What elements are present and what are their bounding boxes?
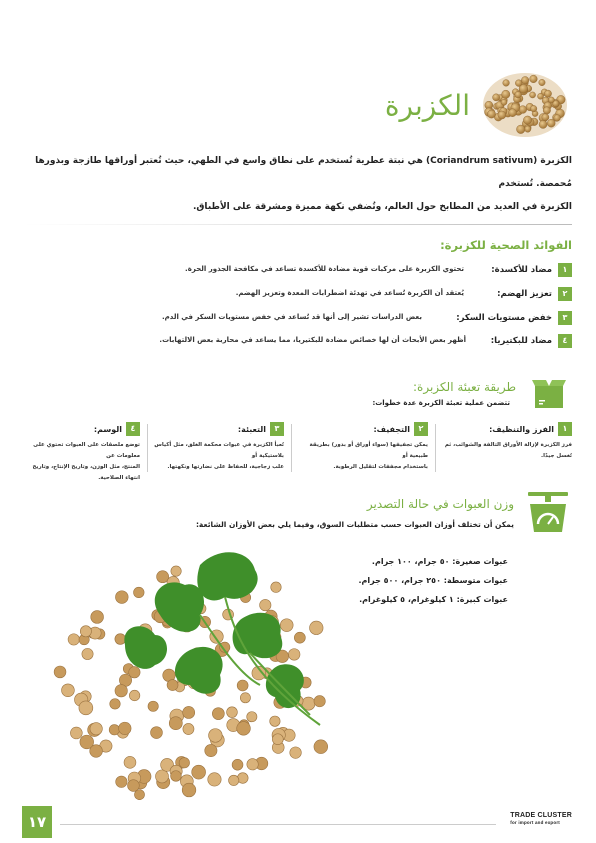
- packing-step: [442, 422, 572, 480]
- step-text: علب زجاجية، للحفاظ على نضارتها ونكهتها.: [167, 464, 284, 470]
- step-label: الوسم:: [93, 424, 122, 434]
- page-number: ١٧: [22, 806, 52, 838]
- benefit-text: أظهر بعض الأبحاث أن لها خصائص مضادة للبكتيريا، مما يساعد في محاربة بعض الالتهابات.: [159, 336, 466, 344]
- step-separator: [147, 424, 148, 472]
- step-number: ٢: [414, 422, 428, 436]
- intro-line-2: الكزبرة في العديد من المطابخ حول العالم، وتُضفي نكهة مميزة ومشرقة على الأطباق.: [192, 202, 572, 212]
- packing-heading: طريقة تعبئة الكزبرة:: [413, 380, 516, 394]
- brand-tagline: for import and export: [510, 820, 560, 825]
- step-number: ١: [558, 422, 572, 436]
- benefit-item: [24, 334, 572, 350]
- page-title: الكزبرة: [384, 89, 470, 122]
- coriander-seeds-image: [480, 60, 570, 140]
- benefit-item: [24, 263, 572, 279]
- weight-line: عبوات صغيرة: ٥٠ جرام، ١٠٠ جرام.: [371, 557, 508, 566]
- weight-line: عبوات كبيرة: ١ كيلوغرام، ٥ كيلوغرام.: [359, 595, 508, 604]
- benefits-heading: الفوائد الصحية للكزبرة:: [440, 238, 572, 252]
- benefit-item: [24, 311, 572, 327]
- benefit-text: بعض الدراسات تشير إلى أنها قد تُساعد في خفض مستويات السكر في الدم.: [162, 313, 422, 321]
- packing-step: [22, 422, 140, 480]
- benefit-text: يُعتقد أن الكزبرة تُساعد في تهدئة اضطرابات المعدة وتعزيز الهضم.: [235, 289, 464, 297]
- benefit-label: خفض مستويات السكر:: [456, 313, 552, 323]
- weight-line: عبوات متوسطة: ٢٥٠ جرام، ٥٠٠ جرام.: [358, 576, 508, 585]
- packing-subheading: تتضمن عملية تعبئة الكزبرة عدة خطوات:: [372, 399, 510, 407]
- scale-icon: [526, 488, 570, 536]
- benefit-number: ٣: [558, 311, 572, 325]
- benefit-label: تعزيز الهضم:: [497, 289, 552, 299]
- step-text: يمكن تجفيفها (سواء أوراق أو بذور) بطريقة طبيعية أو: [309, 442, 428, 459]
- benefit-item: [24, 287, 572, 303]
- benefit-number: ٢: [558, 287, 572, 301]
- step-separator: [435, 424, 436, 472]
- packing-step: [154, 422, 284, 480]
- coriander-photo: [50, 525, 340, 805]
- step-number: ٤: [126, 422, 140, 436]
- benefit-label: مضاد للأكسدة:: [491, 265, 552, 275]
- divider: [24, 224, 572, 225]
- step-label: الفرز والتنظيف:: [489, 424, 554, 434]
- step-text: تُعبأ الكزبرة في عبوات محكمة الغلق، مثل أكياس بلاستيكية أو: [154, 442, 284, 459]
- packing-step: [298, 422, 428, 480]
- box-icon: [532, 376, 566, 410]
- step-separator: [291, 424, 292, 472]
- step-number: ٣: [270, 422, 284, 436]
- intro-line-1: الكزبرة (Coriandrum sativum) هي نبتة عطرية تُستخدم على نطاق واسع في الطهي، حيث تُعتبر أوراقها طازجة وبذورها مُحمصة. تُستخدم: [35, 156, 572, 189]
- step-label: التعبئة:: [237, 424, 266, 434]
- step-text: توضع ملصقات على العبوات تحتوي على معلومات عن: [33, 442, 140, 459]
- brand-name: TRADE CLUSTER: [510, 812, 572, 819]
- step-text: المنتج، مثل الوزن، وتاريخ الإنتاج، وتاريخ انتهاء الصلاحية.: [32, 464, 140, 481]
- benefit-label: مضاد للبكتيريا:: [490, 336, 552, 346]
- step-text: باستخدام مجففات لتقليل الرطوبة.: [333, 464, 428, 470]
- weights-subheading: يمكن أن تختلف أوزان العبوات حسب متطلبات السوق، وفيما يلي بعض الأوزان الشائعة:: [195, 520, 514, 529]
- benefit-number: ٤: [558, 334, 572, 348]
- brand-logo: [510, 812, 572, 825]
- step-text: تُغسل جيدًا.: [541, 453, 572, 459]
- intro-paragraph: [24, 150, 572, 219]
- benefit-number: ١: [558, 263, 572, 277]
- step-label: التجفيف:: [373, 424, 410, 434]
- step-text: فرز الكزبرة لإزالة الأوراق التالفة والشوائب، ثم: [444, 442, 572, 448]
- benefit-text: تحتوي الكزبرة على مركبات قوية مضادة للأكسدة تساعد في مكافحة الجذور الحرة.: [185, 265, 464, 273]
- footer-divider: [60, 824, 496, 825]
- weights-heading: وزن العبوات في حالة التصدير: [366, 497, 514, 511]
